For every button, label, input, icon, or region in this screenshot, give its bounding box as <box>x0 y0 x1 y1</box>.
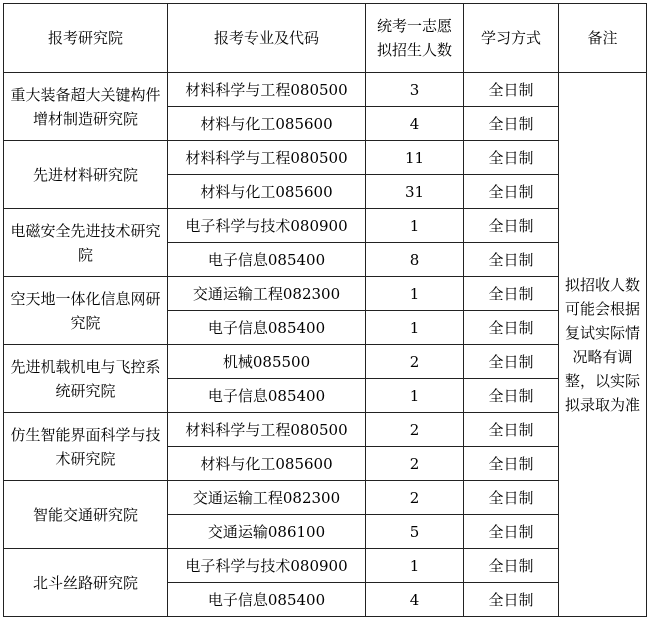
major-cell: 交通运输工程082300 <box>168 481 366 515</box>
mode-cell: 全日制 <box>464 447 559 481</box>
mode-cell: 全日制 <box>464 175 559 209</box>
major-cell: 材料科学与工程080500 <box>168 413 366 447</box>
major-cell: 材料科学与工程080500 <box>168 73 366 107</box>
institute-cell: 先进机载机电与飞控系统研究院 <box>4 345 168 413</box>
table-row <box>4 141 647 175</box>
header-note: 备注 <box>559 4 647 73</box>
table-row <box>4 209 647 243</box>
header-mode: 学习方式 <box>464 4 559 73</box>
header-quota-line2: 拟招生人数 <box>376 41 452 59</box>
table-row <box>4 345 647 379</box>
quota-cell: 8 <box>366 243 464 277</box>
major-cell: 电子信息085400 <box>168 311 366 345</box>
major-cell: 电子科学与技术080900 <box>168 549 366 583</box>
mode-cell: 全日制 <box>464 243 559 277</box>
header-quota <box>366 4 464 73</box>
institute-cell: 北斗丝路研究院 <box>4 549 168 617</box>
major-cell: 材料科学与工程080500 <box>168 141 366 175</box>
header-major: 报考专业及代码 <box>168 4 366 73</box>
quota-cell: 1 <box>366 209 464 243</box>
major-cell: 交通运输工程082300 <box>168 277 366 311</box>
quota-cell: 4 <box>366 583 464 617</box>
mode-cell: 全日制 <box>464 481 559 515</box>
quota-cell: 3 <box>366 73 464 107</box>
quota-cell: 5 <box>366 515 464 549</box>
major-cell: 材料与化工085600 <box>168 175 366 209</box>
institute-cell: 智能交通研究院 <box>4 481 168 549</box>
institute-cell: 仿生智能界面科学与技术研究院 <box>4 413 168 481</box>
mode-cell: 全日制 <box>464 413 559 447</box>
quota-cell: 2 <box>366 345 464 379</box>
major-cell: 材料与化工085600 <box>168 107 366 141</box>
header-quota-line1: 统考一志愿 <box>376 17 452 35</box>
table-header <box>4 4 647 73</box>
header-row <box>4 4 647 73</box>
mode-cell: 全日制 <box>464 549 559 583</box>
table-row <box>4 549 647 583</box>
quota-cell: 31 <box>366 175 464 209</box>
major-cell: 电子信息085400 <box>168 379 366 413</box>
mode-cell: 全日制 <box>464 345 559 379</box>
table-row <box>4 277 647 311</box>
mode-cell: 全日制 <box>464 277 559 311</box>
major-cell: 电子信息085400 <box>168 243 366 277</box>
institute-cell: 先进材料研究院 <box>4 141 168 209</box>
mode-cell: 全日制 <box>464 311 559 345</box>
table-row <box>4 73 647 107</box>
quota-cell: 1 <box>366 277 464 311</box>
table-row <box>4 481 647 515</box>
major-cell: 机械085500 <box>168 345 366 379</box>
major-cell: 电子信息085400 <box>168 583 366 617</box>
quota-cell: 1 <box>366 549 464 583</box>
mode-cell: 全日制 <box>464 73 559 107</box>
mode-cell: 全日制 <box>464 583 559 617</box>
major-cell: 电子科学与技术080900 <box>168 209 366 243</box>
mode-cell: 全日制 <box>464 107 559 141</box>
major-cell: 交通运输086100 <box>168 515 366 549</box>
quota-cell: 1 <box>366 311 464 345</box>
institute-cell: 电磁安全先进技术研究院 <box>4 209 168 277</box>
institute-cell: 重大装备超大关键构件增材制造研究院 <box>4 73 168 141</box>
major-cell: 材料与化工085600 <box>168 447 366 481</box>
institute-cell: 空天地一体化信息网研究院 <box>4 277 168 345</box>
quota-cell: 1 <box>366 379 464 413</box>
quota-cell: 2 <box>366 481 464 515</box>
table-row <box>4 413 647 447</box>
admissions-table <box>3 3 647 617</box>
quota-cell: 11 <box>366 141 464 175</box>
mode-cell: 全日制 <box>464 209 559 243</box>
mode-cell: 全日制 <box>464 379 559 413</box>
quota-cell: 2 <box>366 447 464 481</box>
quota-cell: 2 <box>366 413 464 447</box>
quota-cell: 4 <box>366 107 464 141</box>
mode-cell: 全日制 <box>464 515 559 549</box>
table-body <box>4 73 647 617</box>
header-institute: 报考研究院 <box>4 4 168 73</box>
note-cell: 拟招收人数可能会根据复试实际情况略有调整，以实际拟录取为准 <box>559 73 647 617</box>
mode-cell: 全日制 <box>464 141 559 175</box>
